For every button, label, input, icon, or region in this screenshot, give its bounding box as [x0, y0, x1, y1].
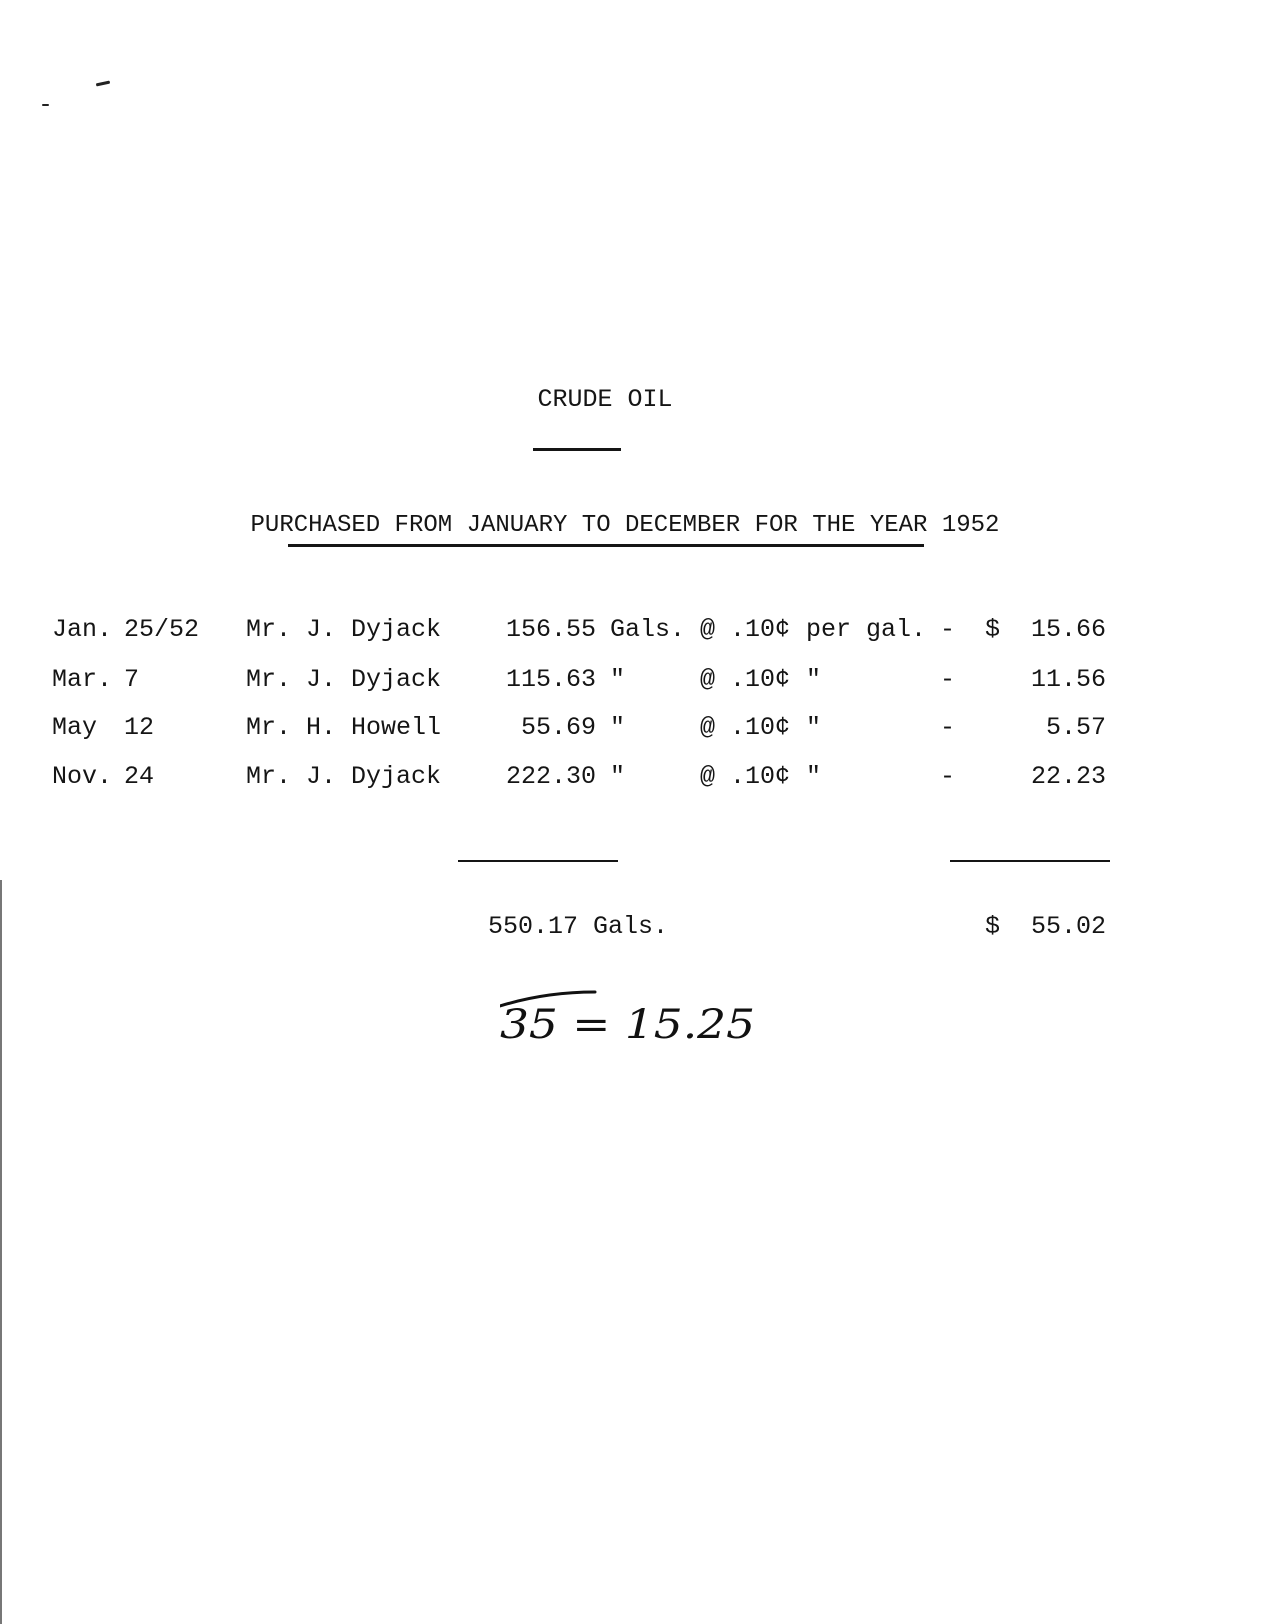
amount-total-rule: [950, 860, 1110, 862]
price-rate: .10¢: [730, 665, 791, 694]
purchase-day: 12: [124, 713, 155, 742]
dash-separator: -: [940, 713, 956, 742]
seller-name: Mr. J. Dyjack: [246, 615, 442, 644]
title-underline: [533, 448, 621, 451]
total-amount: 55.02: [1030, 912, 1106, 941]
amount-value: 11.56: [1030, 665, 1106, 694]
purchase-date: Jan.: [52, 615, 113, 644]
purchase-row: [0, 665, 1262, 705]
dash-separator: -: [940, 615, 956, 644]
subtitle-underline: [288, 544, 924, 547]
gallons-unit: Gals.: [610, 615, 686, 644]
page-edge: [0, 880, 2, 1624]
purchase-row: [0, 713, 1262, 753]
price-unit: ": [806, 665, 822, 694]
seller-name: Mr. J. Dyjack: [246, 762, 442, 791]
document-title: CRUDE OIL: [537, 385, 673, 414]
purchase-row: [0, 762, 1262, 802]
gallons-unit: ": [610, 762, 626, 791]
gallons-total-rule: [458, 860, 618, 862]
seller-name: Mr. H. Howell: [246, 713, 442, 742]
gallons-unit: ": [610, 665, 626, 694]
purchase-day: 25/52: [124, 615, 200, 644]
seller-name: Mr. J. Dyjack: [246, 665, 442, 694]
handwritten-note-text: 35 = 15.25: [500, 1002, 755, 1048]
margin-mark: [96, 81, 110, 87]
purchase-row: [0, 615, 1262, 655]
dash-separator: -: [940, 762, 956, 791]
gallons-value: 222.30: [505, 762, 596, 791]
at-symbol: @: [700, 615, 716, 644]
total-dollar-sign: $: [985, 912, 1001, 941]
dollar-sign: $: [985, 615, 1001, 644]
price-unit: ": [806, 762, 822, 791]
purchase-date: May: [52, 713, 98, 742]
amount-value: 22.23: [1030, 762, 1106, 791]
amount-value: 5.57: [1045, 713, 1106, 742]
price-rate: .10¢: [730, 615, 791, 644]
margin-mark: [42, 104, 49, 106]
price-unit: ": [806, 713, 822, 742]
at-symbol: @: [700, 665, 716, 694]
at-symbol: @: [700, 713, 716, 742]
purchase-date: Nov.: [52, 762, 113, 791]
at-symbol: @: [700, 762, 716, 791]
gallons-value: 156.55: [505, 615, 596, 644]
purchase-date: Mar.: [52, 665, 113, 694]
purchase-day: 24: [124, 762, 155, 791]
price-rate: .10¢: [730, 713, 791, 742]
price-rate: .10¢: [730, 762, 791, 791]
document-subtitle: PURCHASED FROM JANUARY TO DECEMBER FOR THE YEAR 1952: [250, 512, 1000, 539]
gallons-value: 115.63: [505, 665, 596, 694]
total-gallons: 550.17 Gals.: [488, 912, 669, 941]
gallons-value: 55.69: [520, 713, 596, 742]
purchase-day: 7: [124, 665, 140, 694]
dash-separator: -: [940, 665, 956, 694]
price-unit: per gal.: [806, 615, 927, 644]
gallons-unit: ": [610, 713, 626, 742]
handwritten-note: [500, 980, 800, 1070]
amount-value: 15.66: [1030, 615, 1106, 644]
